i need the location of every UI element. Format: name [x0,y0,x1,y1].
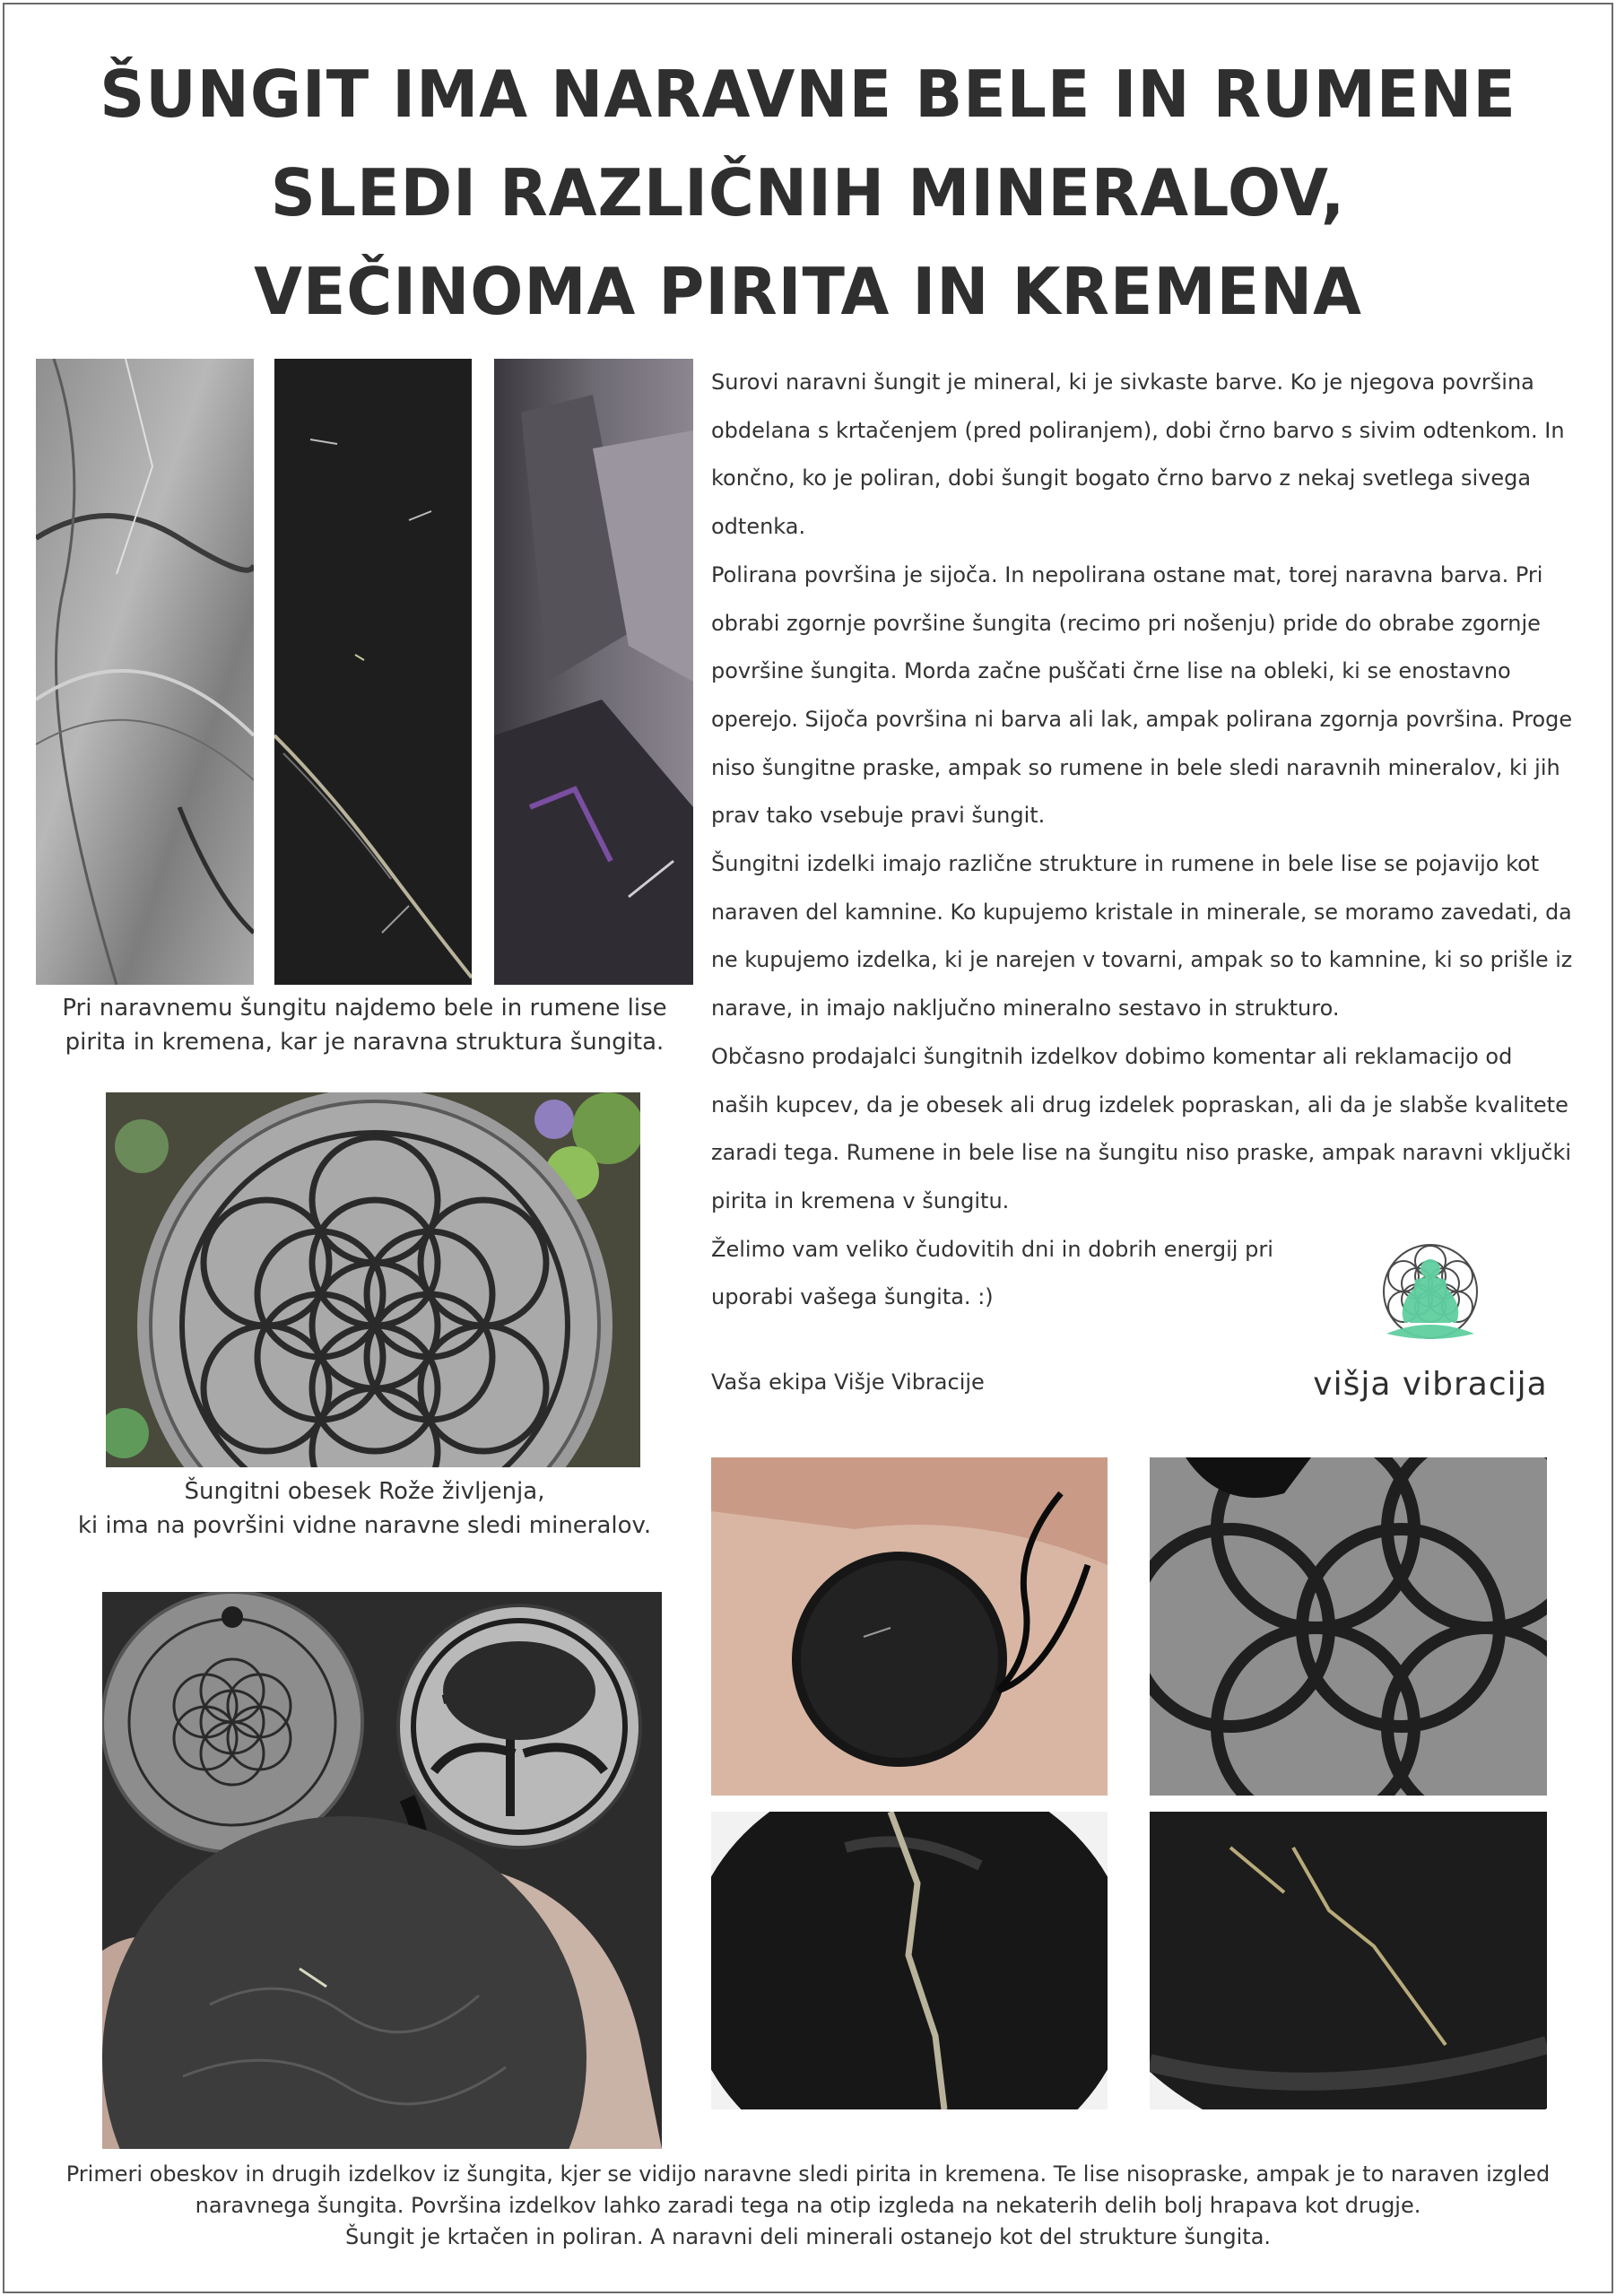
raw-shungite-caption [36,991,693,1059]
body-text-line: niso šungitne praske, ampak so rumene in bele sledi naravnih mineralov, ki jih [711,754,1560,780]
title-line-3: VEČINOMA PIRITA IN KREMENA [254,254,1362,329]
polished-shungite-photo [494,359,693,985]
brushed-shungite-photo [274,359,472,985]
logo-text: višja vibracija [1313,1366,1548,1403]
body-text-line: Šungitni izdelki imajo različne strukture in rumene in bele lise se pojavijo kot [711,851,1540,877]
body-text-line: operejo. Sijoča površina ni barva ali lak, ampak polirana zgornja površina. Proge [711,706,1573,732]
body-text-line: naših kupcev, da je obesek ali drug izdelek popraskan, ali da je slabše kvalitete [711,1091,1568,1118]
body-text [711,359,1572,1322]
body-text-line: Občasno prodajalci šungitnih izdelkov dobimo komentar ali reklamacijo od [711,1043,1513,1069]
body-text-line: obdelana s krtačenjem (pred poliranjem), dobi črno barvo s sivim odtenkom. In [711,417,1565,443]
body-text-line: odtenka. [711,514,806,540]
raw-shungite-photo-grey [36,359,254,985]
body-text-line: pirita in kremena v šungitu. [711,1187,1010,1213]
raw-shungite-caption-line-1: Pri naravnemu šungitu najdemo bele in rumene lise [62,995,667,1022]
pendant-in-hand-photo [711,1457,1108,1796]
shungite-surface-inclusions-photo [1150,1812,1547,2109]
body-text-line: končno, ko je poliran, dobi šungit bogato črno barvo z nekaj svetlega sivega [711,465,1532,491]
pendant-caption-line-1: Šungitni obesek Rože življenja, [184,1478,545,1505]
body-text-line: zaradi tega. Rumene in bele lise na šungitu niso praske, ampak naravni vključki [711,1140,1572,1166]
pendant-caption [36,1474,693,1543]
bottom-caption [54,2159,1562,2253]
flower-of-life-closeup-photo [1150,1457,1547,1796]
body-text-line: Polirana površina je sijoča. In nepolirana ostane mat, torej naravna barva. Pri [711,561,1543,587]
page-title [0,45,1616,341]
body-text-line: ne kupujemo izdelka, ki je narejen v tovarni, ampak so to kamnine, ki so prišle iz [711,947,1573,973]
bottom-caption-line-3: Šungit je krtačen in poliran. A naravni deli minerali ostanejo kot del strukture šungita. [344,2224,1272,2249]
pendants-collection-photo [102,1592,662,2149]
body-text-line: Želimo vam veliko čudovitih dni in dobrih energij pri [711,1236,1273,1262]
bottom-caption-line-2: naravnega šungita. Površina izdelkov lahko zaradi tega na otip izgleda na nekaterih delih bolj hrapava kot drugje. [195,2193,1421,2218]
body-text-line: obrabi zgornje površine šungita (recimo pri nošenju) pride do obrabe zgornje [711,610,1541,636]
visja-vibracija-logo [1300,1233,1560,1408]
body-text-line: narave, in imajo naključno mineralno sestavo in strukturo. [711,996,1340,1022]
signature: Vaša ekipa Višje Vibracije [711,1370,985,1395]
body-text-line: prav tako vsebuje pravi šungit. [711,803,1046,829]
bottom-caption-line-1: Primeri obeskov in drugih izdelkov iz šungita, kjer se vidijo naravne sledi pirita in kremena. Te lise nisopraske, ampak je to naraven izgled [65,2161,1551,2187]
shungite-sphere-vein-photo [711,1812,1108,2109]
body-text-line: površine šungita. Morda začne puščati črne lise na obleki, ki se enostavno [711,658,1511,684]
body-text-line: naraven del kamnine. Ko kupujemo kristale in minerale, se moramo zavedati, da [711,899,1572,925]
flower-of-life-pendant-photo [106,1092,640,1467]
title-line-1: ŠUNGIT IMA NARAVNE BELE IN RUMENE [100,57,1516,132]
title-line-2: SLEDI RAZLIČNIH MINERALOV, [270,155,1346,230]
body-text-line: uporabi vašega šungita. :) [711,1284,994,1310]
pendant-caption-line-2: ki ima na površini vidne naravne sledi mineralov. [77,1512,652,1539]
flower-of-life-meditation-logo-icon [1300,1233,1560,1366]
raw-shungite-caption-line-2: pirita in kremena, kar je naravna struktura šungita. [65,1029,665,1056]
body-text-line: Surovi naravni šungit je mineral, ki je sivkaste barve. Ko je njegova površina [711,370,1534,395]
